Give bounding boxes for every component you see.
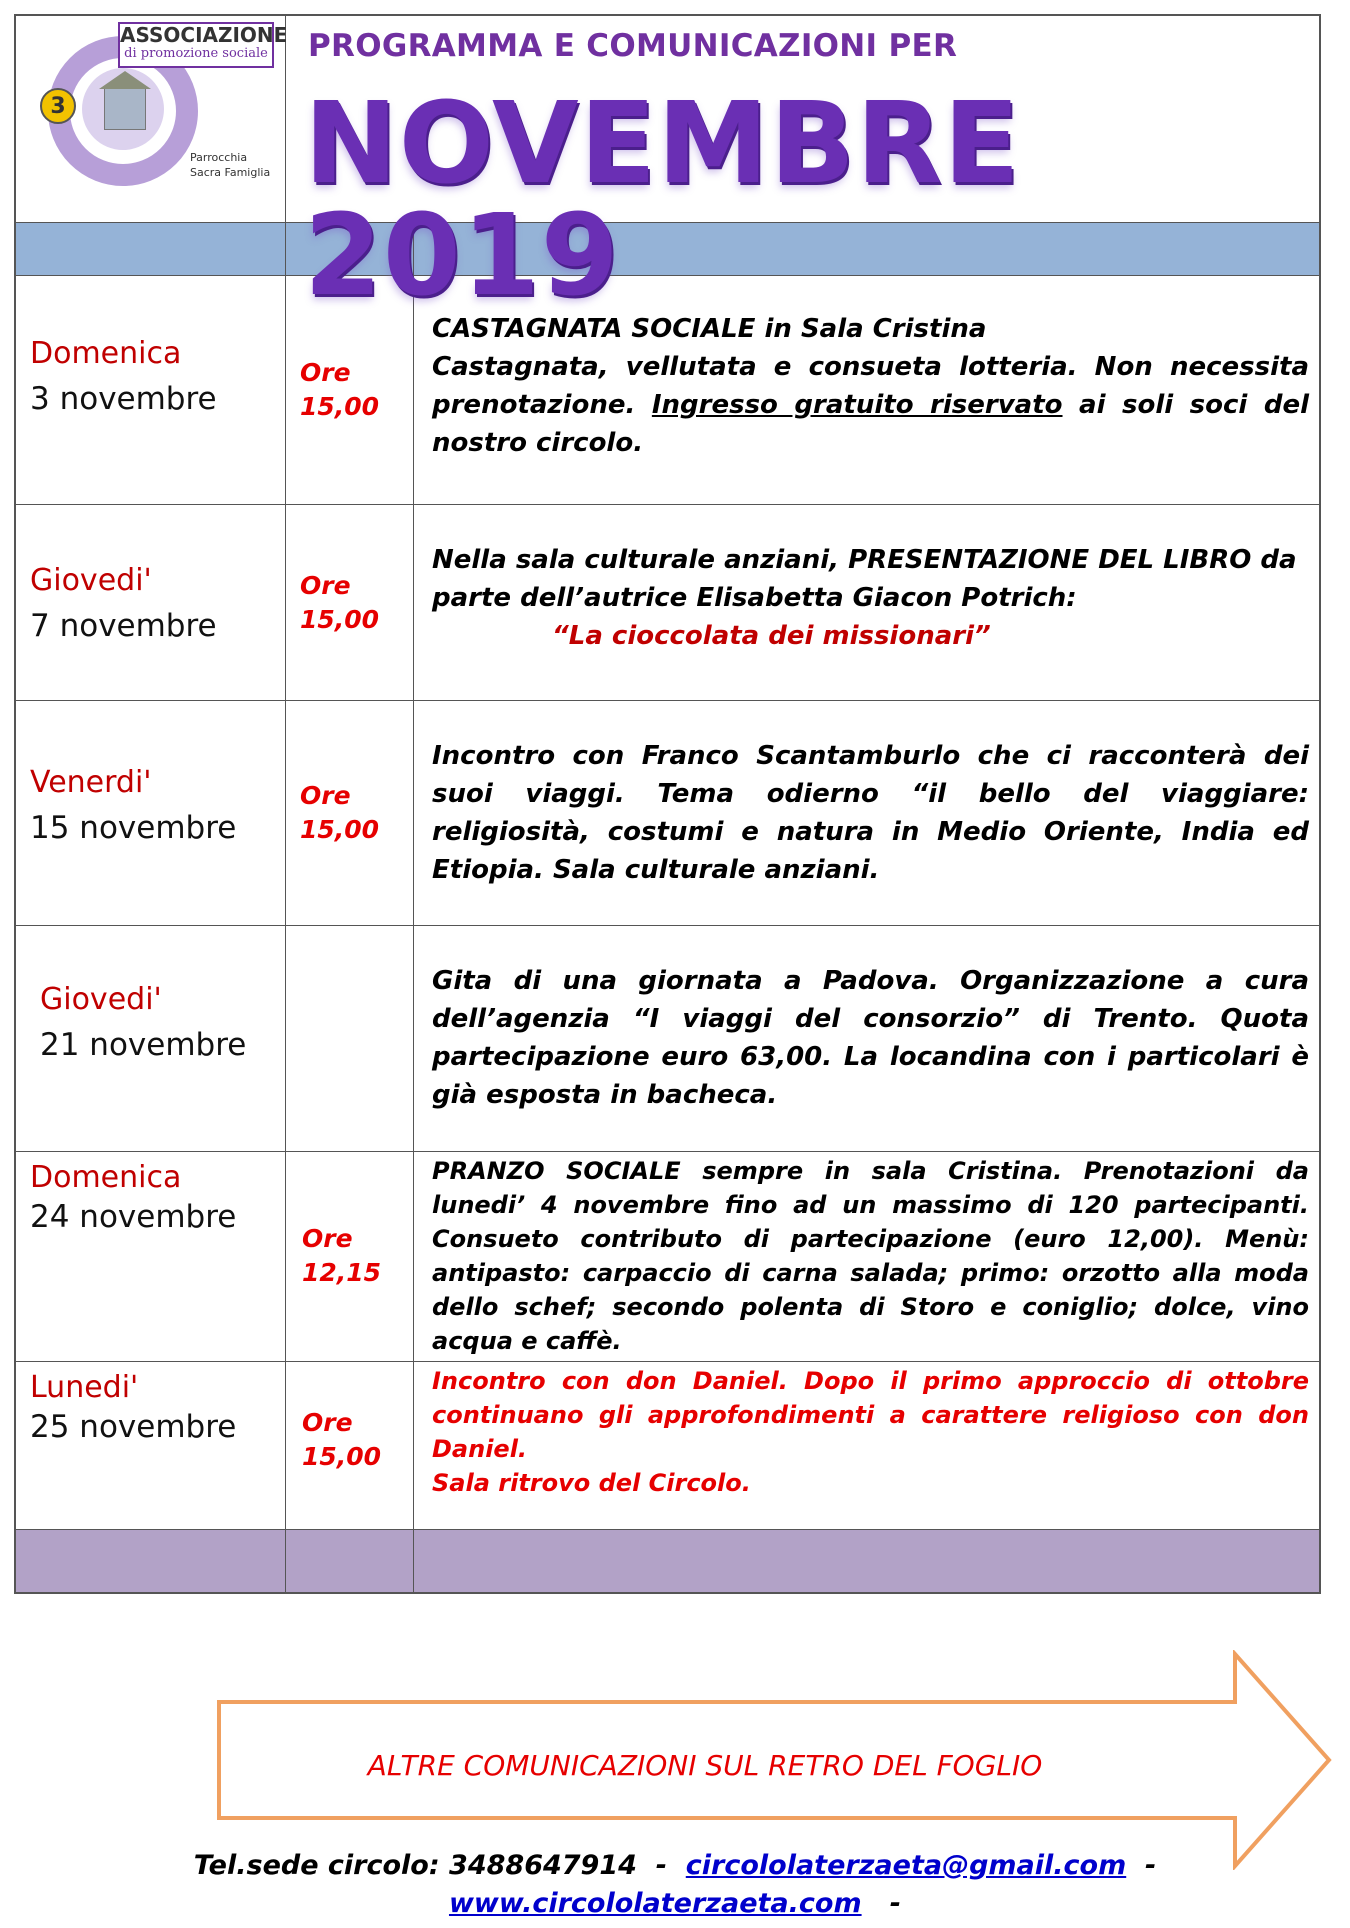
- footer-band: [16, 1530, 1319, 1592]
- footer-separator: -: [655, 1850, 667, 1881]
- event-time-label: Ore: [300, 781, 351, 810]
- footer-email-link[interactable]: circololaterzaeta@gmail.com: [685, 1850, 1127, 1881]
- event-text-underlined: Ingresso gratuito riservato: [651, 390, 1063, 420]
- event-date-cell: [16, 1362, 286, 1529]
- footer-line-1: [0, 1850, 1350, 1881]
- event-date: 21 novembre: [40, 1027, 247, 1063]
- footer-phone: Tel.sede circolo: 3488647914: [193, 1850, 637, 1881]
- page-subtitle: PROGRAMMA E COMUNICAZIONI PER: [308, 28, 958, 64]
- event-location: Sala ritrovo del Circolo.: [432, 1469, 751, 1497]
- event-date: 25 novembre: [30, 1409, 237, 1445]
- event-text: Nella sala culturale anziani, PRESENTAZIONE DEL LIBRO da parte dell’autrice Elisabetta Giacon Potrich:: [432, 545, 1297, 613]
- event-description: [414, 701, 1319, 925]
- event-time-cell: [286, 1152, 414, 1361]
- event-time-cell: [286, 701, 414, 925]
- footer-line-2: [0, 1888, 1350, 1919]
- event-text-end: ai soli soci del nostro circolo.: [432, 390, 1309, 458]
- program-table: [14, 14, 1321, 1594]
- event-date-cell: [16, 926, 286, 1151]
- event-date-cell: [16, 276, 286, 504]
- event-time-label: Ore: [302, 1224, 353, 1253]
- event-description: [414, 926, 1319, 1151]
- event-row: [16, 1362, 1319, 1530]
- event-date: 24 novembre: [30, 1199, 237, 1235]
- event-text: Gita di una giornata a Padova. Organizzazione a cura dell’agenzia “I viaggi del consorzio” di Trento. Quota partecipazione euro 63,00. La locandina con i particolari è già esposta in bacheca.: [432, 966, 1309, 1110]
- event-text: Incontro con don Daniel. Dopo il primo approccio di ottobre continuano gli approfondimenti a carattere religioso con don Daniel.: [432, 1367, 1309, 1463]
- event-title: CASTAGNATA SOCIALE in Sala Cristina: [432, 314, 987, 344]
- church-icon: [104, 88, 146, 130]
- logo-badge: 3: [40, 88, 76, 124]
- event-date: 15 novembre: [30, 810, 237, 846]
- event-time: 15,00: [300, 605, 380, 634]
- event-time-cell: [286, 1362, 414, 1529]
- event-day: Lunedi': [30, 1370, 139, 1405]
- event-date: 7 novembre: [30, 608, 217, 644]
- title-box: [286, 16, 1319, 321]
- event-time-label: Ore: [300, 571, 351, 600]
- event-description: [414, 1362, 1319, 1529]
- event-description: [414, 1152, 1319, 1361]
- logo-association-label: ASSOCIAZIONE: [120, 23, 288, 47]
- event-time: 15,00: [300, 392, 380, 421]
- event-description: [414, 505, 1319, 700]
- event-day: Venerdi': [30, 765, 152, 800]
- page-title: NOVEMBRE 2019: [304, 79, 1021, 321]
- event-time-cell: [286, 505, 414, 700]
- back-of-sheet-notice: ALTRE COMUNICAZIONI SUL RETRO DEL FOGLIO: [367, 1749, 1043, 1782]
- event-row: [16, 701, 1319, 926]
- footer-separator: -: [1145, 1850, 1157, 1881]
- event-time: 15,00: [302, 1442, 382, 1471]
- event-date-cell: [16, 505, 286, 700]
- logo-association-sub: di promozione sociale: [124, 46, 268, 61]
- event-date-cell: [16, 701, 286, 925]
- event-text: Castagnata, vellutata e consueta lotteria. Non necessita prenotazione.: [432, 352, 1309, 420]
- header-row: [16, 16, 1319, 321]
- event-time: 15,00: [300, 815, 380, 844]
- event-text: Incontro con Franco Scantamburlo che ci racconterà dei suoi viaggi. Tema odierno “il bello del viaggiare: religiosità, costumi e natura in Medio Oriente, India ed Etiopia. Sala culturale anziani.: [432, 741, 1309, 885]
- event-day: Giovedi': [40, 982, 162, 1017]
- event-text: PRANZO SOCIALE sempre in sala Cristina. Prenotazioni da lunedi’ 4 novembre fino ad un massimo di 120 partecipanti. Consueto contributo di partecipazione (euro 12,00). Menù: antipasto: carpaccio di carna salada; primo: orzotto alla moda dello schef; secondo polenta di Storo e coniglio; dolce, vino acqua e caffè.: [432, 1157, 1309, 1355]
- event-day: Giovedi': [30, 563, 152, 598]
- footer-separator: -: [889, 1888, 902, 1919]
- association-logo: [16, 16, 286, 222]
- event-date-cell: [16, 1152, 286, 1361]
- event-time-label: Ore: [302, 1408, 353, 1437]
- event-date: 3 novembre: [30, 381, 217, 417]
- book-title: “La cioccolata dei missionari”: [552, 621, 991, 651]
- logo-parish-line2: Sacra Famiglia: [190, 166, 271, 179]
- logo-parish-line1: Parrocchia: [190, 151, 248, 164]
- event-day: Domenica: [30, 1160, 182, 1195]
- footer-website-link[interactable]: www.circololaterzaeta.com: [448, 1888, 862, 1919]
- logo-parish: [190, 150, 270, 180]
- event-row: [16, 505, 1319, 701]
- event-row: [16, 1152, 1319, 1362]
- event-time-label: Ore: [300, 358, 351, 387]
- event-row: [16, 926, 1319, 1152]
- event-day: Domenica: [30, 336, 182, 371]
- event-time-cell: [286, 926, 414, 1151]
- logo-association-box: [118, 22, 288, 68]
- event-time: 12,15: [302, 1258, 382, 1287]
